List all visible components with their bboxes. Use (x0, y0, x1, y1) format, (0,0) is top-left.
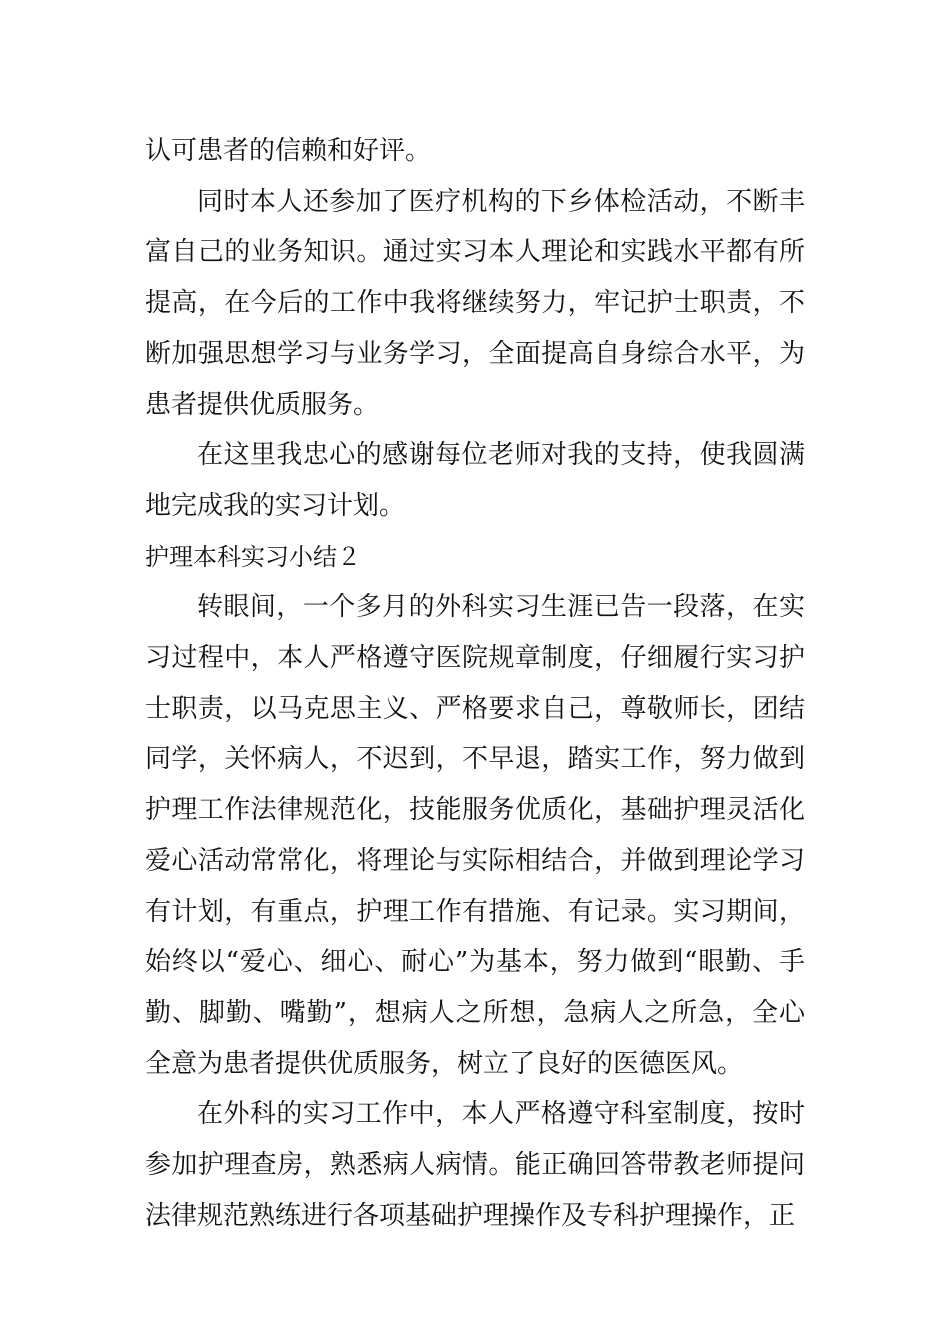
paragraph-surgery-work: 在外科的实习工作中，本人严格遵守科室制度，按时参加护理查房，熟悉病人病情。能正确回答带教老师提问法律规范熟练进行各项基础护理操作及专科护理操作，正 (145, 1099, 805, 1231)
section-heading: 护理本科实习小结２ (145, 542, 361, 571)
paragraph-thanks: 在这里我忠心的感谢每位老师对我的支持，使我圆满地完成我的实习计划。 (145, 440, 805, 521)
paragraph-surgery-internship: 转眼间，一个多月的外科实习生涯已告一段落，在实习过程中，本人严格遵守医院规章制度，仔细履行实习护士职责，以马克思主义、严格要求自己，尊敬师长，团结同学，关怀病人，不迟到，不早退，踏实工作，努力做到护理工作法律规范化，技能服务优质化，基础护理灵活化爱心活动常常化，将理论与实际相结合，并做到理论学习有计划，有重点，护理工作有措施、有记录。实习期间，始终以“爱心、细心、耐心”为基本，努力做到“眼勤、手勤、脚勤、嘴勤”，想病人之所想，急病人之所急，全心全意为患者提供优质服务，树立了良好的医德医风。 (145, 592, 805, 1079)
paragraph-continuation: 认可患者的信赖和好评。 (145, 136, 432, 166)
paragraph-field-activity: 同时本人还参加了医疗机构的下乡体检活动，不断丰富自己的业务知识。通过实习本人理论和实践水平都有所提高，在今后的工作中我将继续努力，牢记护士职责，不断加强思想学习与业务学习，全面提高自身综合水平，为患者提供优质服务。 (145, 186, 805, 420)
document-body (145, 126, 805, 1241)
